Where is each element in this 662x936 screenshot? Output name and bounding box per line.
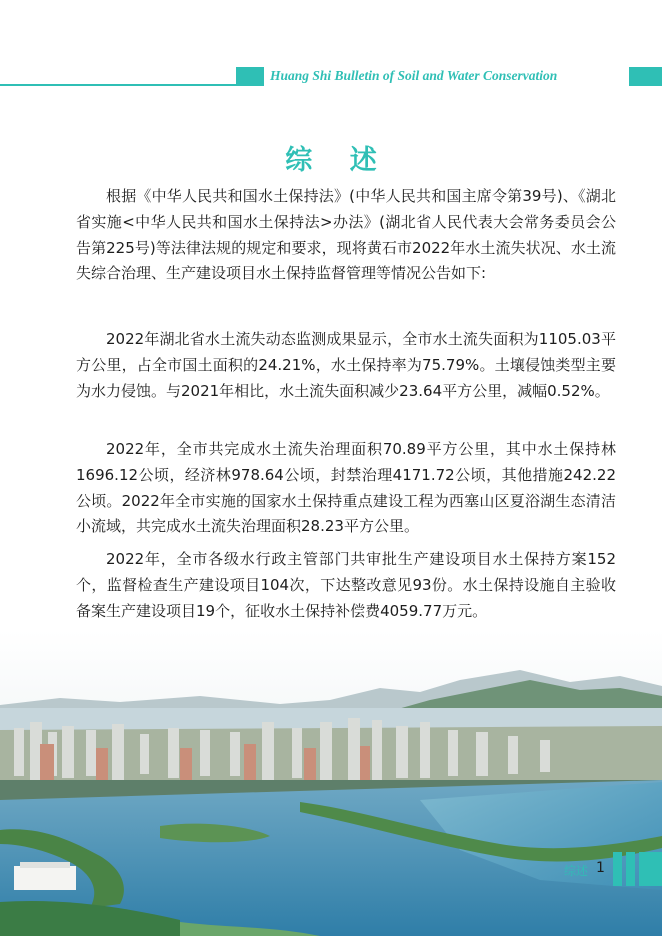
paragraph-governance: 2022年，全市共完成水土流失治理面积70.89平方公里，其中水土保持林1696.12公顷，经济林978.64公顷，封禁治理4171.72公顷，其他措施242.22公顷。2022年全市实施的国家水土保持重点建设工程为西塞山区夏浴湖生态清洁小流域，共完成水土流失治理面积28.23平方公里。 [76,440,616,536]
section-title: 综 述 [285,145,391,176]
footer-accent-bars [613,852,662,886]
header-rule [0,84,236,86]
header-end-block [629,67,662,86]
header-accent-block [236,67,264,86]
bulletin-title: Huang Shi Bulletin of Soil and Water Conservation [270,68,558,83]
city-lake-photo [0,630,662,936]
paragraph-soil-loss-status: 2022年湖北省水土流失动态监测成果显示，全市水土流失面积为1105.03平方公里，占全市国土面积的24.21%，水土保持率为75.79%。土壤侵蚀类型主要为水力侵蚀。与2021年相比，水土流失面积减少23.64平方公里，减幅0.52%。 [76,330,616,400]
paragraph-supervision: 2022年，全市各级水行政主管部门共审批生产建设项目水土保持方案152个，监督检查生产建设项目104次，下达整改意见93份。水土保持设施自主验收备案生产建设项目19个，征收水土保持补偿费4059.77万元。 [76,550,616,620]
paragraph-intro: 根据《中华人民共和国水土保持法》(中华人民共和国主席令第39号)、《湖北省实施<中华人民共和国水土保持法>办法》(湖北省人民代表大会常务委员会公告第225号)等法律法规的规定和要求，现将黄石市2022年水土流失状况、水土流失综合治理、生产建设项目水土保持监督管理等情况公告如下: [76,187,616,283]
footer-section-label: 综述 [564,864,589,878]
page-number: 1 [596,860,605,876]
